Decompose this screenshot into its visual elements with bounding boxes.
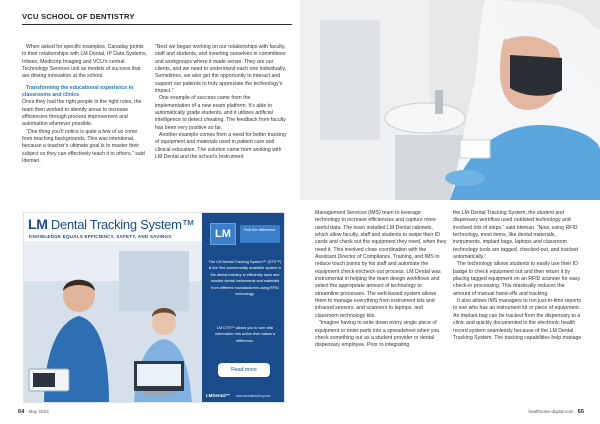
paragraph: Once they had the right people in the right roles, the team then worked to identify areas to increase efficiencies through process improvement and automation wherever possible. — [22, 99, 142, 128]
paragraph: One example of success came from the implementation of a new exam platform. It’s able to automatically grade students, and it utilizes artificial intelligence to detect cheating. The feedback from faculty has been very positive so far. — [155, 95, 286, 131]
ad-tagline: KNOWLEDGE EQUALS EFFICIENCY, SAFETY, AND SAVINGS — [29, 234, 172, 239]
article-column-1 — [22, 44, 149, 166]
article-column-4 — [453, 210, 583, 342]
article-column-3 — [315, 210, 447, 350]
ad-badge-text: Feel the difference. — [240, 225, 280, 243]
read-more-button[interactable]: Read more — [218, 363, 270, 377]
section-title: VCU SCHOOL OF DENTISTRY — [22, 12, 135, 21]
left-page-footer — [18, 409, 49, 415]
ad-logo-mark: LM — [28, 216, 48, 232]
issue-date: May 2023 — [28, 409, 49, 414]
ad-body-text-2: LM DTS™ allows you to turn vital information into action that makes a difference. — [215, 326, 275, 343]
ad-clinic-photo — [24, 241, 204, 403]
paragraph: “Imagine having to write down every single piece of equipment or enter parts into a spreadsheet when you check something out as a student provider or dental dispensary employee. Prior to integrating — [315, 320, 440, 349]
paragraph: It also allows IMS managers to run just-in-time reports to see who has an instrument kit or piece of equipment. An implant bag can be tracked from the dispensary to a clinic and quickly documented in the electronic health record system seamlessly because of the LM Dental Tracking System. The tracking capabilities help manage — [453, 298, 582, 341]
ad-clinic-illustration — [24, 241, 204, 403]
header-rule — [22, 24, 292, 25]
paragraph: The technology allows students to easily use their ID badge to check equipment out and then return it by placing tagged equipment on an RFID scanner for easy check-in processing. This drastically reduces the amount of manual hand-offs and tracking. — [453, 261, 581, 297]
paragraph: Management Services (IMS) team to leverage technology to increase efficiencies and capture more useful data. The team installed LM Dental cabinets, which allow faculty, staff and students to swipe their ID cards and check out the equipment they need, when they need it. This involved close coordination with the Assistant Director of Compliance, Training, and IMS to reduce touch points by his staff and automate the equipment check-in/check-out process. LM Dental was instrumental in helping the team design workflows and select the appropriate amount of technology to streamline processes. The web-based system allows them to manage everything from instrument kits and intraoral sensors, and scanners to laptops, and classroom technology kits. — [315, 210, 447, 319]
subheading: Transforming the educational experience in classrooms and clinics — [22, 84, 134, 99]
ad-info-panel — [202, 213, 285, 403]
ad-logo-title — [28, 216, 194, 232]
site-url[interactable]: healthcare-digital.com — [528, 409, 574, 414]
dental-professional-photo — [300, 0, 600, 200]
ad-badge-mark: LM — [215, 228, 231, 240]
paragraph: “One thing you’ll notice is quite a few of us come from teaching backgrounds. This was intentional, because a teacher’s ultimate goal is to master their subject so they can effectively teach it to others,” said Ideman. — [22, 128, 145, 165]
paragraph: “Next we began working on our relationships with faculty, staff and students, and inserting ourselves in committees and workgroups where it made sense. They are our clients, and we need to understand each one individually. Sometimes, we also get the opportunity to interact and support our patients to truly appreciate the technology’s impact.” — [155, 44, 287, 95]
page-number-right: 65 — [577, 409, 584, 415]
paragraph: the LM-Dental Tracking System, the student and dispensary workflow used outdated technology and involved lots of steps,” said Ideman. “Now, using RFID technology, most items, like dental materials, instruments, implant bags, laptops and classroom technology tools are tagged, checked-out, and tracked automatically.” — [453, 210, 578, 261]
article-column-2 — [155, 44, 287, 162]
right-page-footer — [529, 409, 584, 415]
paragraph: When asked for specific examples, Canaday points to their relationships with LM Dental, IP Data Systems, Intiveo, Medicorp Imaging and VCU’s central Technology Services unit as models of success that are driving innovation at the school. — [22, 44, 148, 80]
paragraph: Another example comes from a need for better tracking of equipment and materials used in patient care and clinical education. The solution came from working with LM Dental and the school’s Instrument — [155, 132, 286, 161]
ad-badge — [210, 223, 236, 245]
page-number-left: 64 — [18, 409, 25, 415]
ad-footer-logo: LMDental™ — [206, 393, 231, 398]
ad-footer-url[interactable]: www.dentaltracking.com — [236, 394, 271, 398]
ad-title: Dental Tracking System™ — [47, 217, 195, 232]
lm-dental-advertisement[interactable] — [23, 212, 285, 403]
ad-body-text: The LM Dental Tracking System™ (DTS™) is the first commercially available system in the dental industry to efficiently track and monitor dental instruments and materials from different manufacturers using RFID technology. — [208, 260, 282, 297]
photo-illustration — [300, 0, 600, 200]
